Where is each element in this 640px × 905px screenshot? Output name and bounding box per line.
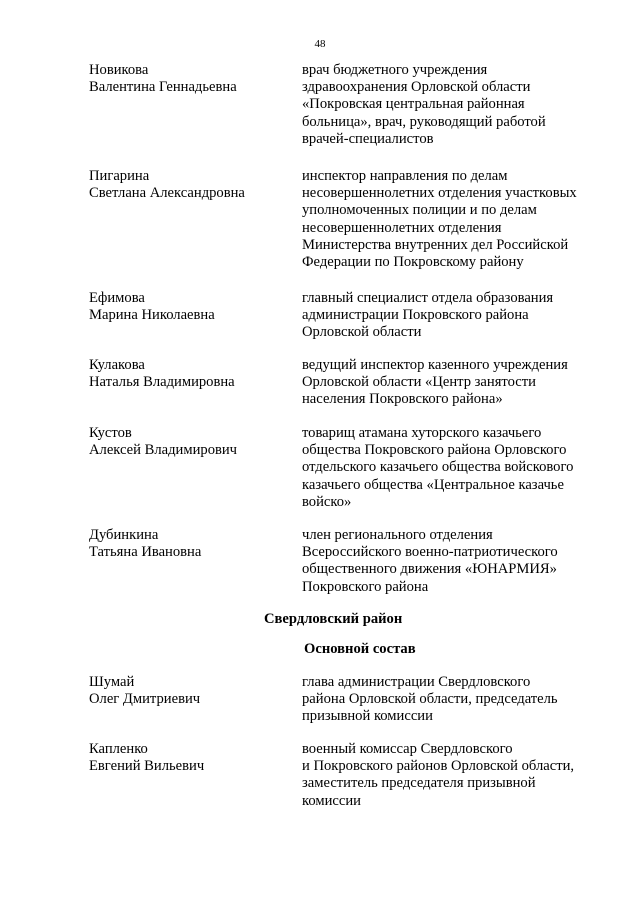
member-name xyxy=(89,674,289,708)
member-surname: Ефимова xyxy=(89,290,145,306)
role-line: несовершеннолетних отделения xyxy=(302,219,502,236)
member-surname: Новикова xyxy=(89,62,149,78)
role-line: войско» xyxy=(302,493,352,510)
member-given-name: Евгений Вильевич xyxy=(89,758,205,775)
role-line: отдельского казачьего общества войскового xyxy=(302,459,574,476)
role-line: глава администрации Свердловского xyxy=(302,674,531,690)
member-name xyxy=(89,290,289,324)
member-given-name: Светлана Александровна xyxy=(89,185,245,202)
role-line: заместитель председателя призывной xyxy=(302,775,536,792)
member-given-name: Валентина Геннадьевна xyxy=(89,79,237,96)
role-line: Всероссийского военно-патриотического xyxy=(302,544,558,561)
role-line: врач бюджетного учреждения xyxy=(302,62,488,78)
role-line: района Орловской области, председатель xyxy=(302,691,558,708)
member-name xyxy=(89,741,289,775)
member-given-name: Олег Дмитриевич xyxy=(89,691,201,708)
role-line: населения Покровского района» xyxy=(302,391,503,408)
role-line: «Покровская центральная районная xyxy=(302,96,525,113)
role-line: общественного движения «ЮНАРМИЯ» xyxy=(302,561,557,578)
district-heading-text: Свердловский район xyxy=(264,611,403,627)
role-line: инспектор направления по делам xyxy=(302,168,508,184)
role-line: Покровского района xyxy=(302,578,429,595)
member-role xyxy=(302,425,602,511)
role-line: администрации Покровского района xyxy=(302,307,529,324)
member-surname: Дубинкина xyxy=(89,527,159,543)
member-given-name: Марина Николаевна xyxy=(89,307,215,324)
role-line: несовершеннолетних отделения участковых xyxy=(302,185,577,202)
member-surname: Кустов xyxy=(89,425,132,441)
member-given-name: Наталья Владимировна xyxy=(89,374,235,391)
role-line: главный специалист отдела образования xyxy=(302,290,554,306)
member-role xyxy=(302,741,602,810)
role-line: комиссии xyxy=(302,792,361,809)
member-given-name: Алексей Владимирович xyxy=(89,442,238,459)
member-name xyxy=(89,168,289,202)
role-line: и Покровского районов Орловской области, xyxy=(302,758,575,775)
role-line: ведущий инспектор казенного учреждения xyxy=(302,357,568,373)
member-surname: Пигарина xyxy=(89,168,150,184)
member-surname: Капленко xyxy=(89,741,148,757)
member-role xyxy=(302,357,602,409)
member-name xyxy=(89,425,289,459)
role-line: больница», врач, руководящий работой xyxy=(302,113,546,130)
role-line: товарищ атамана хуторского казачьего xyxy=(302,425,542,441)
role-line: казачьего общества «Центральное казачье xyxy=(302,476,564,493)
member-name xyxy=(89,527,289,561)
role-line: Орловской области xyxy=(302,324,422,341)
member-role xyxy=(302,527,602,596)
member-role xyxy=(302,168,602,271)
role-line: уполномоченных полиции и по делам xyxy=(302,202,537,219)
member-surname: Шумай xyxy=(89,674,135,690)
composition-heading-text: Основной состав xyxy=(304,641,416,657)
role-line: призывной комиссии xyxy=(302,708,433,725)
role-line: общества Покровского района Орловского xyxy=(302,442,567,459)
role-line: Орловской области «Центр занятости xyxy=(302,374,536,391)
member-role xyxy=(302,62,602,148)
member-surname: Кулакова xyxy=(89,357,145,373)
member-name xyxy=(89,357,289,391)
page-number: 48 xyxy=(314,38,326,50)
member-given-name: Татьяна Ивановна xyxy=(89,544,202,561)
role-line: здравоохранения Орловской области xyxy=(302,79,531,96)
member-role xyxy=(302,290,602,342)
role-line: военный комиссар Свердловского xyxy=(302,741,513,757)
member-role xyxy=(302,674,602,726)
role-line: член регионального отделения xyxy=(302,527,493,543)
role-line: врачей-специалистов xyxy=(302,130,434,147)
member-name xyxy=(89,62,289,96)
role-line: Федерации по Покровскому району xyxy=(302,254,524,271)
role-line: Министерства внутренних дел Российской xyxy=(302,236,569,253)
